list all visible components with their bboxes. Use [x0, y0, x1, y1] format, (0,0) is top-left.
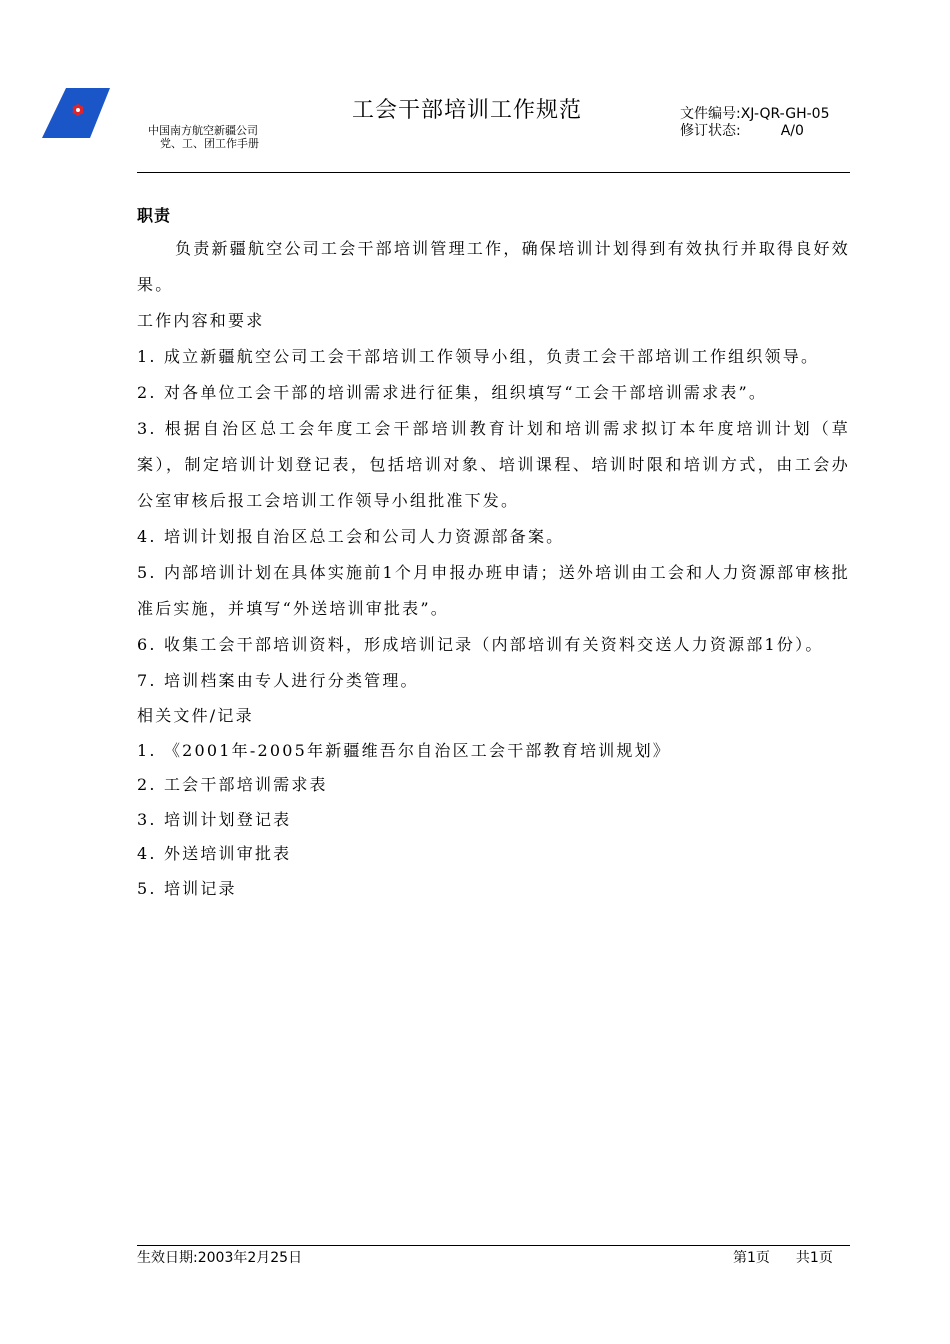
duties-paragraph: 负责新疆航空公司工会干部培训管理工作，确保培训计划得到有效执行并取得良好效果。	[137, 239, 850, 294]
section-heading-records: 相关文件/记录	[137, 706, 254, 725]
list-item: 3. 根据自治区总工会年度工会干部培训教育计划和培训需求拟订本年度培训计划（草案），制定培训计划登记表，包括培训对象、培训课程、培训时限和培训方式，由工会办公室审核后报工会培训工作领导小组批准下发。	[137, 419, 850, 510]
page-number	[733, 1247, 833, 1267]
doc-no-value: XJ-QR-GH-05	[740, 106, 830, 122]
record-item: 2. 工会干部培训需求表	[137, 775, 328, 794]
record-item: 5. 培训记录	[137, 878, 237, 898]
footer-divider	[137, 1245, 850, 1246]
section-heading-duties: 职责	[137, 206, 172, 225]
company-line-2: 党、工、团工作手册	[160, 137, 259, 150]
effective-date: 生效日期:2003年2月25日	[137, 1250, 303, 1266]
revision-value: A/0	[780, 123, 804, 139]
header-divider	[137, 172, 850, 173]
record-item: 4. 外送培训审批表	[137, 844, 292, 863]
document-title: 工会干部培训工作规范	[352, 98, 583, 123]
list-item: 2. 对各单位工会干部的培训需求进行征集，组织填写“工会干部培训需求表”。	[137, 383, 768, 402]
document-body	[137, 203, 850, 906]
list-item: 4. 培训计划报自治区总工会和公司人力资源部备案。	[137, 527, 565, 546]
list-item: 6. 收集工会干部培训资料，形成培训记录（内部培训有关资料交送人力资源部1份）。	[137, 635, 824, 654]
list-item: 1. 成立新疆航空公司工会干部培训工作领导小组，负责工会干部培训工作组织领导。	[137, 347, 820, 366]
record-item: 3. 培训计划登记表	[137, 809, 292, 829]
company-logo	[42, 88, 110, 138]
revision-label: 修订状态:	[680, 123, 741, 139]
page-total: 共1页	[795, 1250, 833, 1266]
doc-no-label: 文件编号:	[680, 106, 741, 122]
list-item: 5. 内部培训计划在具体实施前1个月申报办班申请；送外培训由工会和人力资源部审核批准后实施，并填写“外送培训审批表”。	[137, 563, 850, 618]
record-item: 1. 《2001年-2005年新疆维吾尔自治区工会干部教育培训规划》	[137, 740, 671, 760]
page-current: 第1页	[733, 1250, 770, 1266]
list-item: 7. 培训档案由专人进行分类管理。	[137, 671, 419, 690]
section-heading-content: 工作内容和要求	[137, 311, 265, 330]
document-meta	[680, 106, 830, 140]
company-line-1: 中国南方航空新疆公司	[148, 124, 258, 137]
company-name	[148, 124, 259, 150]
